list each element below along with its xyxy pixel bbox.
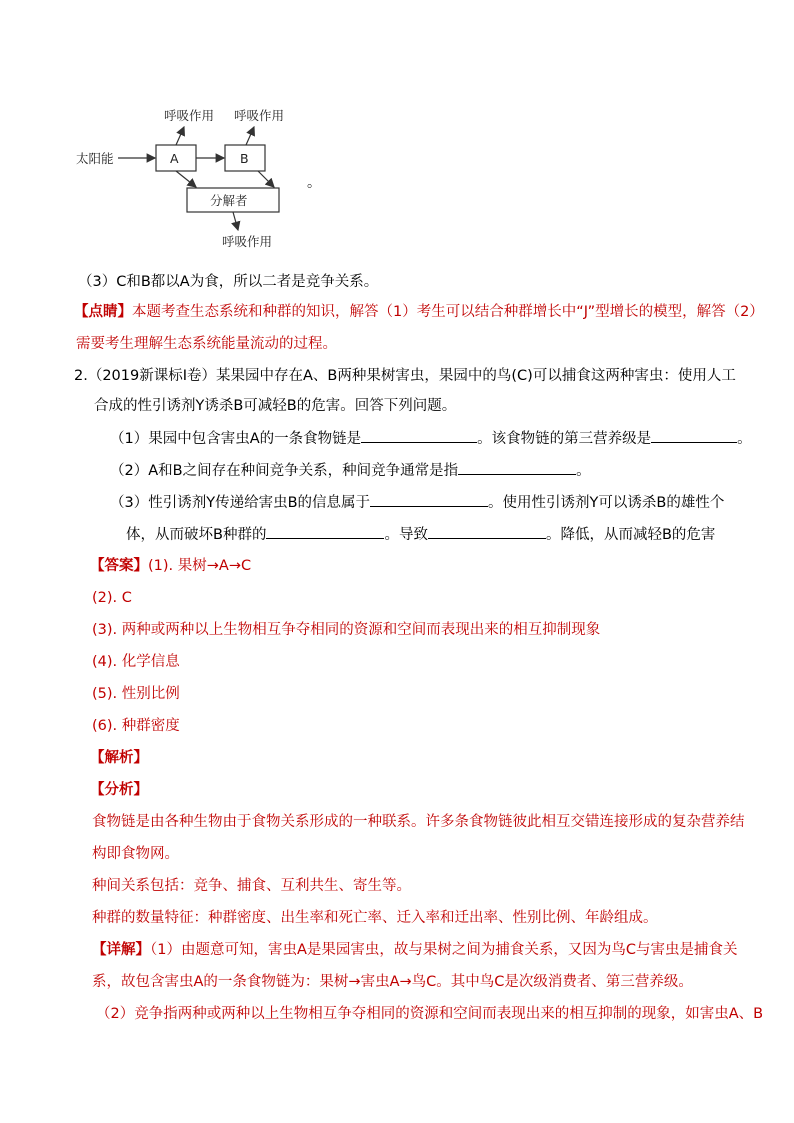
q2-sub-1-text-a: （1）果园中包含害虫A的一条食物链是 (110, 431, 362, 447)
answer-1: (1). 果树→A→C (148, 558, 252, 574)
detail-line-2: （2）竞争指两种或两种以上生物相互争夺相同的资源和空间而表现出来的相互抑制的现象，如害虫A、B (96, 1006, 764, 1022)
respiration-label-b: 呼吸作用 (234, 108, 285, 123)
q2-sub-2-text-a: （2）A和B之间存在种间竞争关系，种间竞争通常是指 (110, 463, 459, 479)
answer-blank-1[interactable] (361, 428, 477, 443)
tip-line-2: 需要考生理解生态系统能量流动的过程。 (76, 336, 337, 352)
q2-sub-3-text-b: 。使用性引诱剂Y可以诱杀B的雄性个 (488, 495, 725, 511)
respiration-label-a: 呼吸作用 (164, 108, 215, 123)
answer-2: (2). C (92, 590, 132, 606)
q2-stem-line-1: 2.（2019新课标Ⅰ卷）某果园中存在A、B两种果树害虫，果园中的鸟(C)可以捕食这两种害虫：使用人工 (74, 368, 736, 384)
q2-sub-1 (110, 428, 752, 449)
q2-sub-3-text-c: 体，从而破坏B种群的 (126, 527, 267, 543)
tip-line-1 (74, 302, 764, 322)
q2-sub-2 (110, 460, 591, 481)
analysis-p2: 种间关系包括：竞争、捕食、互利共生、寄生等。 (92, 878, 411, 894)
tip-tag: 【点睛】 (74, 304, 132, 320)
fenxi-tag: 【分析】 (90, 782, 148, 798)
detail-line-1 (92, 940, 738, 960)
q2-sub-3-text-e: 。降低，从而减轻B的危害 (545, 527, 716, 543)
jiexi-tag: 【解析】 (90, 750, 148, 766)
decomposer-label: 分解者 (210, 193, 248, 208)
answer-blank-5[interactable] (266, 524, 384, 539)
arrow-b-to-decomposer (258, 171, 274, 187)
answer-blank-6[interactable] (428, 524, 546, 539)
answer-blank-4[interactable] (370, 492, 488, 507)
q2-sub-1-text-c: 。 (737, 431, 752, 447)
analysis-p3: 种群的数量特征：种群密度、出生率和死亡率、迁入率和迁出率、性别比例、年龄组成。 (92, 910, 658, 926)
detail-line-1b: 系，故包含害虫A的一条食物链为：果树→害虫A→鸟C。其中鸟C是次级消费者、第三营养级。 (92, 974, 693, 990)
q2-sub-3-text-a: （3）性引诱剂Y传递给害虫B的信息属于 (110, 495, 371, 511)
q2-sub-3-cont (126, 524, 715, 545)
answer-3: (3). 两种或两种以上生物相互争夺相同的资源和空间而表现出来的相互抑制现象 (92, 622, 601, 638)
q2-stem-line-2: 合成的性引诱剂Y诱杀B可减轻B的危害。回答下列问题。 (94, 398, 457, 414)
arrow-b-respiration (246, 127, 254, 145)
arrow-a-to-decomposer (176, 171, 196, 187)
box-a-label: A (170, 151, 179, 166)
answer-tag: 【答案】 (90, 558, 148, 574)
detail-text-1: （1）由题意可知，害虫A是果园害虫，故与果树之间为捕食关系，又因为鸟C与害虫是捕食关 (150, 942, 738, 958)
answer-blank-2[interactable] (651, 428, 737, 443)
diagram-period: 。 (307, 175, 321, 191)
analysis-p1b: 构即食物网。 (92, 846, 179, 862)
answer-blank-3[interactable] (458, 460, 576, 475)
q2-sub-2-text-b: 。 (576, 463, 591, 479)
answer-4: (4). 化学信息 (92, 654, 180, 670)
answer-5: (5). 性别比例 (92, 686, 180, 702)
q2-sub-3-text-d: 。导致 (384, 527, 428, 543)
q2-sub-3 (110, 492, 724, 513)
arrow-decomposer-respiration (233, 212, 238, 230)
answer-line-1 (90, 556, 251, 576)
box-b-label: B (240, 151, 249, 166)
sun-energy-label: 太阳能 (76, 151, 114, 166)
analysis-p1: 食物链是由各种生物由于食物关系形成的一种联系。许多条食物链彼此相互交错连接形成的复杂营养结 (92, 814, 745, 830)
tip-text: 本题考查生态系统和种群的知识，解答（1）考生可以结合种群增长中“J”型增长的模型，解答（2） (132, 304, 764, 320)
arrow-a-respiration (176, 127, 184, 145)
q2-sub-1-text-b: 。该食物链的第三营养级是 (477, 431, 652, 447)
energy-flow-diagram (66, 100, 366, 260)
detail-tag: 【详解】 (92, 942, 150, 958)
respiration-label-decomposer: 呼吸作用 (222, 234, 273, 249)
q1-answer-3: （3）C和B都以A为食，所以二者是竞争关系。 (78, 274, 379, 290)
answer-6: (6). 种群密度 (92, 718, 180, 734)
